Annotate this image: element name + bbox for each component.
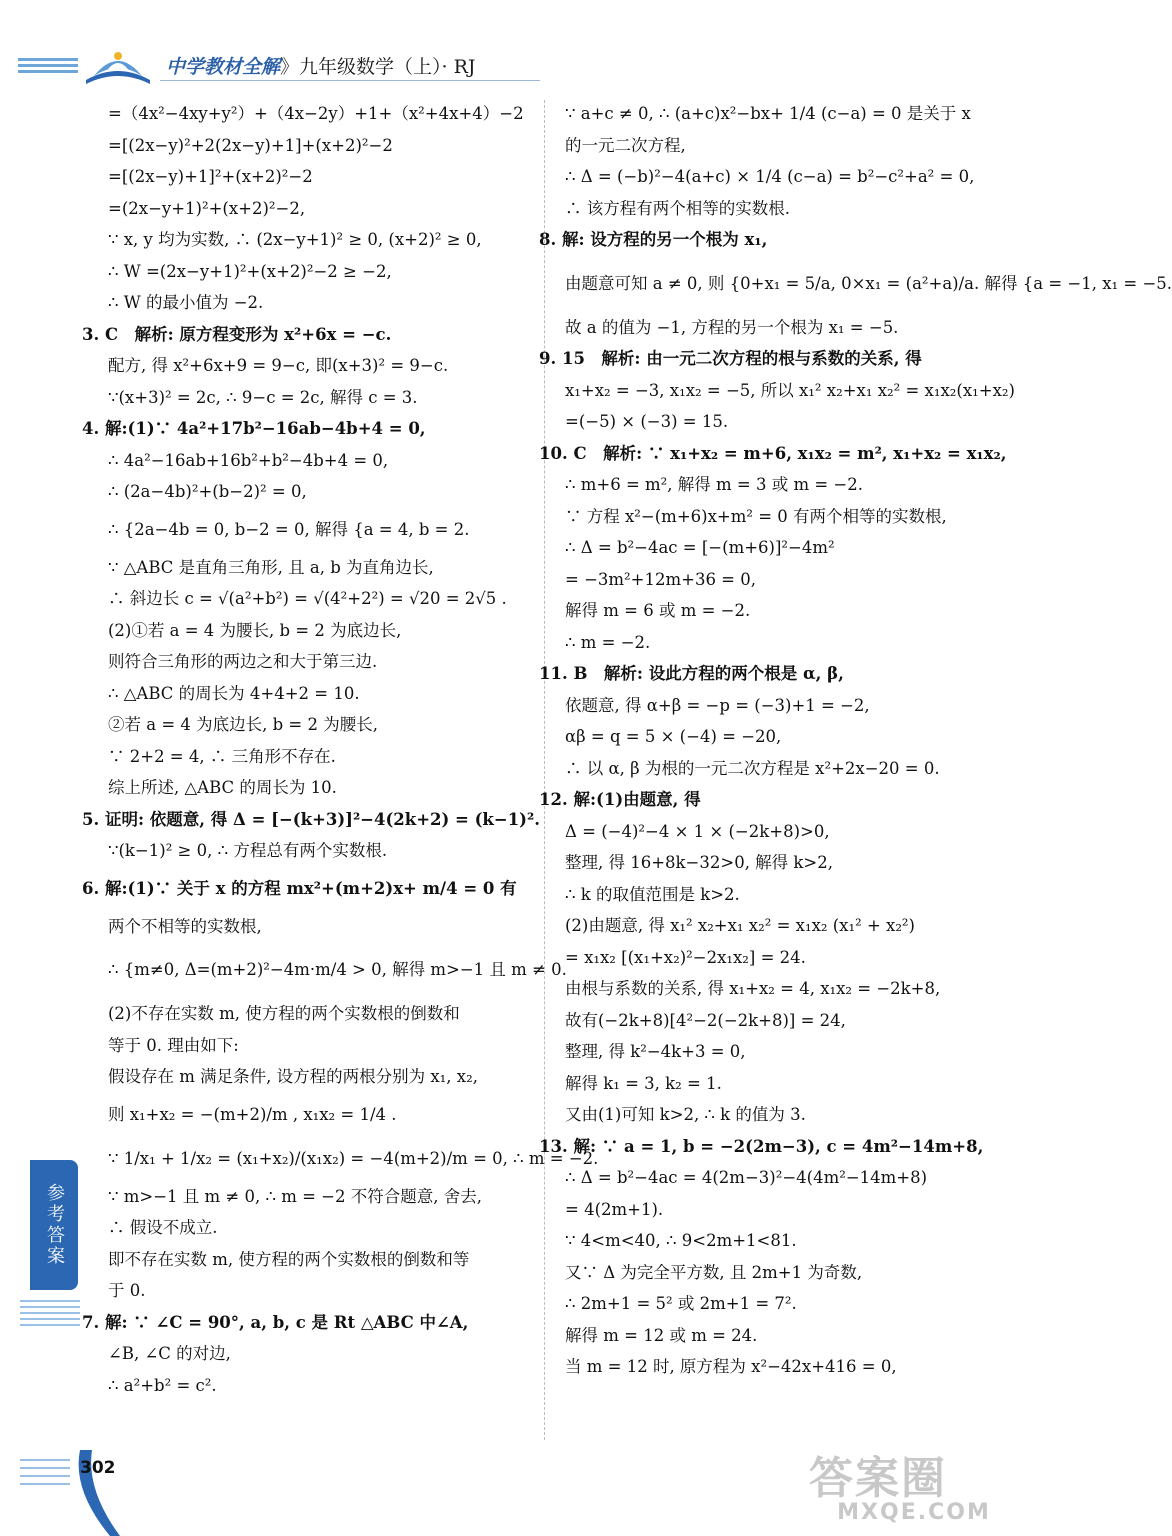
watermark-title: 答案圈 [809, 1453, 947, 1504]
answer-line: ∴ 该方程有两个相等的实数根. [565, 198, 790, 218]
answer-line: (2)不存在实数 m, 使方程的两个实数根的倒数和 [108, 1004, 460, 1023]
answer-line: (2)由题意, 得 x₁² x₂+x₁ x₂² = x₁x₂ (x₁² + x₂²) [565, 916, 915, 935]
answer-line: 的一元二次方程, [565, 135, 686, 155]
answer-line: ∵ △ABC 是直角三角形, 且 a, b 为直角边长, [108, 557, 434, 577]
answer-line: = x₁x₂ [(x₁+x₂)²−2x₁x₂] = 24. [565, 947, 806, 967]
header-stripes [18, 58, 78, 80]
answer-line: ∵ 方程 x²−(m+6)x+m² = 0 有两个相等的实数根, [565, 506, 947, 526]
header-title [166, 52, 476, 79]
watermark [809, 1442, 1019, 1528]
question-11-line: 11. B 解析: 设此方程的两个根是 α, β, [539, 664, 844, 683]
answer-line: 配方, 得 x²+6x+9 = 9−c, 即(x+3)² = 9−c. [108, 356, 449, 375]
answer-line: ∴ 假设不成立. [108, 1218, 218, 1237]
answer-line: ∴ 以 α, β 为根的一元二次方程是 x²+2x−20 = 0. [565, 758, 940, 778]
answer-line: ∴ Δ = b²−4ac = 4(2m−3)²−4(4m²−14m+8) [565, 1168, 928, 1187]
answer-line: x₁+x₂ = −3, x₁x₂ = −5, 所以 x₁² x₂+x₁ x₂² = x₁x₂(x₁+x₂) [565, 380, 1015, 400]
answer-line: ∵ x, y 均为实数, ∴ (2x−y+1)² ≥ 0, (x+2)² ≥ 0, [108, 230, 482, 249]
answer-line: ∵ 4<m<40, ∴ 9<2m+1<81. [565, 1231, 797, 1250]
answer-line: =[(2x−y)+1]²+(x+2)²−2 [108, 167, 313, 186]
answer-line: 则 x₁+x₂ = −(m+2)/m , x₁x₂ = 1/4 . [108, 1104, 397, 1124]
page-header [0, 0, 1039, 95]
answer-line: 又∵ Δ 为完全平方数, 且 2m+1 为奇数, [565, 1262, 863, 1282]
answer-line: ∴ {m≠0, Δ=(m+2)²−4m·m/4 > 0, 解得 m>−1 且 m ≠ 0. [108, 960, 567, 979]
answer-line: ∴ (2a−4b)²+(b−2)² = 0, [108, 482, 307, 501]
question-3-line: 3. C 解析: 原方程变形为 x²+6x = −c. [82, 324, 392, 344]
answer-line: 两个不相等的实数根, [108, 916, 262, 936]
question-12-line: 12. 解:(1)由题意, 得 [539, 790, 701, 809]
answer-line: 即不存在实数 m, 使方程的两个实数根的倒数和等 [108, 1249, 470, 1269]
answer-line: 故有(−2k+8)[4²−2(−2k+8)] = 24, [565, 1010, 846, 1030]
answer-line: ∴ 4a²−16ab+16b²+b²−4b+4 = 0, [108, 450, 389, 470]
question-10-line: 10. C 解析: ∵ x₁+x₂ = m+6, x₁x₂ = m², x₁+x₂ = x₁x₂, [539, 443, 1007, 463]
answer-line: ∵ m>−1 且 m ≠ 0, ∴ m = −2 不符合题意, 舍去, [108, 1186, 482, 1206]
side-stripes [20, 1300, 80, 1330]
answer-line: =（4x²−4xy+y²）+（4x−2y）+1+（x²+4x+4）−2 [108, 104, 524, 123]
answer-line: 综上所述, △ABC 的周长为 10. [108, 778, 337, 797]
answer-line: ∵ 1/x₁ + 1/x₂ = (x₁+x₂)/(x₁x₂) = −4(m+2)/m = 0, ∴ m = −2. [108, 1148, 599, 1168]
answer-line: ∵(k−1)² ≥ 0, ∴ 方程总有两个实数根. [108, 841, 388, 860]
answer-line: =(2x−y+1)²+(x+2)²−2, [108, 198, 306, 218]
question-5-line: 5. 证明: 依题意, 得 Δ = [−(k+3)]²−4(2k+2) = (k−1)². [82, 809, 540, 829]
answer-line: 解得 m = 12 或 m = 24. [565, 1325, 758, 1345]
answer-line: αβ = q = 5 × (−4) = −20, [565, 727, 782, 746]
answer-line: ∴ 2m+1 = 5² 或 2m+1 = 7². [565, 1294, 797, 1313]
answer-line: 于 0. [108, 1281, 146, 1300]
answer-line: ∴ W =(2x−y+1)²+(x+2)²−2 ≥ −2, [108, 261, 392, 281]
answer-line: 整理, 得 16+8k−32>0, 解得 k>2, [565, 853, 833, 872]
answer-line: ∵(x+3)² = 2c, ∴ 9−c = 2c, 解得 c = 3. [108, 387, 418, 407]
answer-line: 当 m = 12 时, 原方程为 x²−42x+416 = 0, [565, 1357, 897, 1376]
reference-answer-tab: 参考答案 [30, 1160, 78, 1290]
answer-line: 假设存在 m 满足条件, 设方程的两根分别为 x₁, x₂, [108, 1067, 478, 1086]
answer-line: (2)①若 a = 4 为腰长, b = 2 为底边长, [108, 620, 402, 640]
answer-line: ∴ {2a−4b = 0, b−2 = 0, 解得 {a = 4, b = 2. [108, 519, 470, 539]
question-13-line: 13. 解: ∵ a = 1, b = −2(2m−3), c = 4m²−14m+8, [539, 1136, 984, 1156]
answer-line: ∴ k 的取值范围是 k>2. [565, 884, 740, 904]
book-logo-icon [78, 42, 158, 88]
answer-line: 解得 m = 6 或 m = −2. [565, 601, 751, 620]
answer-line: 依题意, 得 α+β = −p = (−3)+1 = −2, [565, 695, 870, 715]
question-6-line: 6. 解:(1)∵ 关于 x 的方程 mx²+(m+2)x+ m/4 = 0 有 [82, 878, 517, 898]
answer-line: ∴ W 的最小值为 −2. [108, 293, 264, 312]
answer-line: ∴ 斜边长 c = √(a²+b²) = √(4²+2²) = √20 = 2√5 . [108, 589, 507, 608]
answer-line: =(−5) × (−3) = 15. [565, 412, 729, 431]
answer-line: Δ = (−4)²−4 × 1 × (−2k+8)>0, [565, 821, 830, 841]
answer-line: 等于 0. 理由如下: [108, 1035, 239, 1055]
answer-line: 由题意可知 a ≠ 0, 则 {0+x₁ = 5/a, 0×x₁ = (a²+a)/a. 解得 {a = −1, x₁ = −5. [565, 273, 1172, 293]
answer-line: 由根与系数的关系, 得 x₁+x₂ = 4, x₁x₂ = −2k+8, [565, 979, 941, 998]
answer-line: ∴ △ABC 的周长为 4+4+2 = 10. [108, 683, 360, 703]
column-divider [544, 100, 545, 1440]
watermark-url: MXQE.COM [837, 1500, 991, 1525]
answer-line: 解得 k₁ = 3, k₂ = 1. [565, 1073, 722, 1093]
answer-line: ∵ a+c ≠ 0, ∴ (a+c)x²−bx+ 1/4 (c−a) = 0 是关于 x [565, 104, 971, 123]
question-4-line: 4. 解:(1)∵ 4a²+17b²−16ab−4b+4 = 0, [82, 419, 426, 438]
answer-line: 又由(1)可知 k>2, ∴ k 的值为 3. [565, 1105, 806, 1124]
question-9-line: 9. 15 解析: 由一元二次方程的根与系数的关系, 得 [539, 349, 922, 368]
answer-line: ②若 a = 4 为底边长, b = 2 为腰长, [108, 715, 378, 734]
question-8-line: 8. 解: 设方程的另一个根为 x₁, [539, 230, 768, 249]
page-number: 302 [80, 1458, 116, 1478]
header-rule [160, 80, 540, 81]
answer-line: ∴ m = −2. [565, 632, 651, 652]
answer-line: =[(2x−y)²+2(2x−y)+1]+(x+2)²−2 [108, 135, 393, 155]
answer-line: ∴ Δ = (−b)²−4(a+c) × 1/4 (c−a) = b²−c²+a² = 0, [565, 167, 975, 186]
header-subtitle: 》九年级数学（上）· RJ [280, 56, 476, 78]
header-brand: 中学教材全解 [166, 56, 281, 78]
answer-line: = 4(2m+1). [565, 1199, 664, 1219]
left-column [82, 98, 599, 1401]
right-column [539, 98, 1172, 1383]
answer-line: 故 a 的值为 −1, 方程的另一个根为 x₁ = −5. [565, 317, 899, 337]
question-7-line: 7. 解: ∵ ∠C = 90°, a, b, c 是 Rt △ABC 中∠A, [82, 1312, 469, 1332]
answer-line: ∠B, ∠C 的对边, [108, 1344, 231, 1363]
answer-line: ∵ 2+2 = 4, ∴ 三角形不存在. [108, 746, 336, 766]
answer-line: ∴ Δ = b²−4ac = [−(m+6)]²−4m² [565, 538, 835, 557]
answer-line: ∴ m+6 = m², 解得 m = 3 或 m = −2. [565, 475, 863, 494]
answer-line: 整理, 得 k²−4k+3 = 0, [565, 1042, 746, 1061]
answer-line: = −3m²+12m+36 = 0, [565, 569, 756, 589]
answer-line: ∴ a²+b² = c². [108, 1375, 217, 1395]
answer-line: 则符合三角形的两边之和大于第三边. [108, 652, 378, 671]
